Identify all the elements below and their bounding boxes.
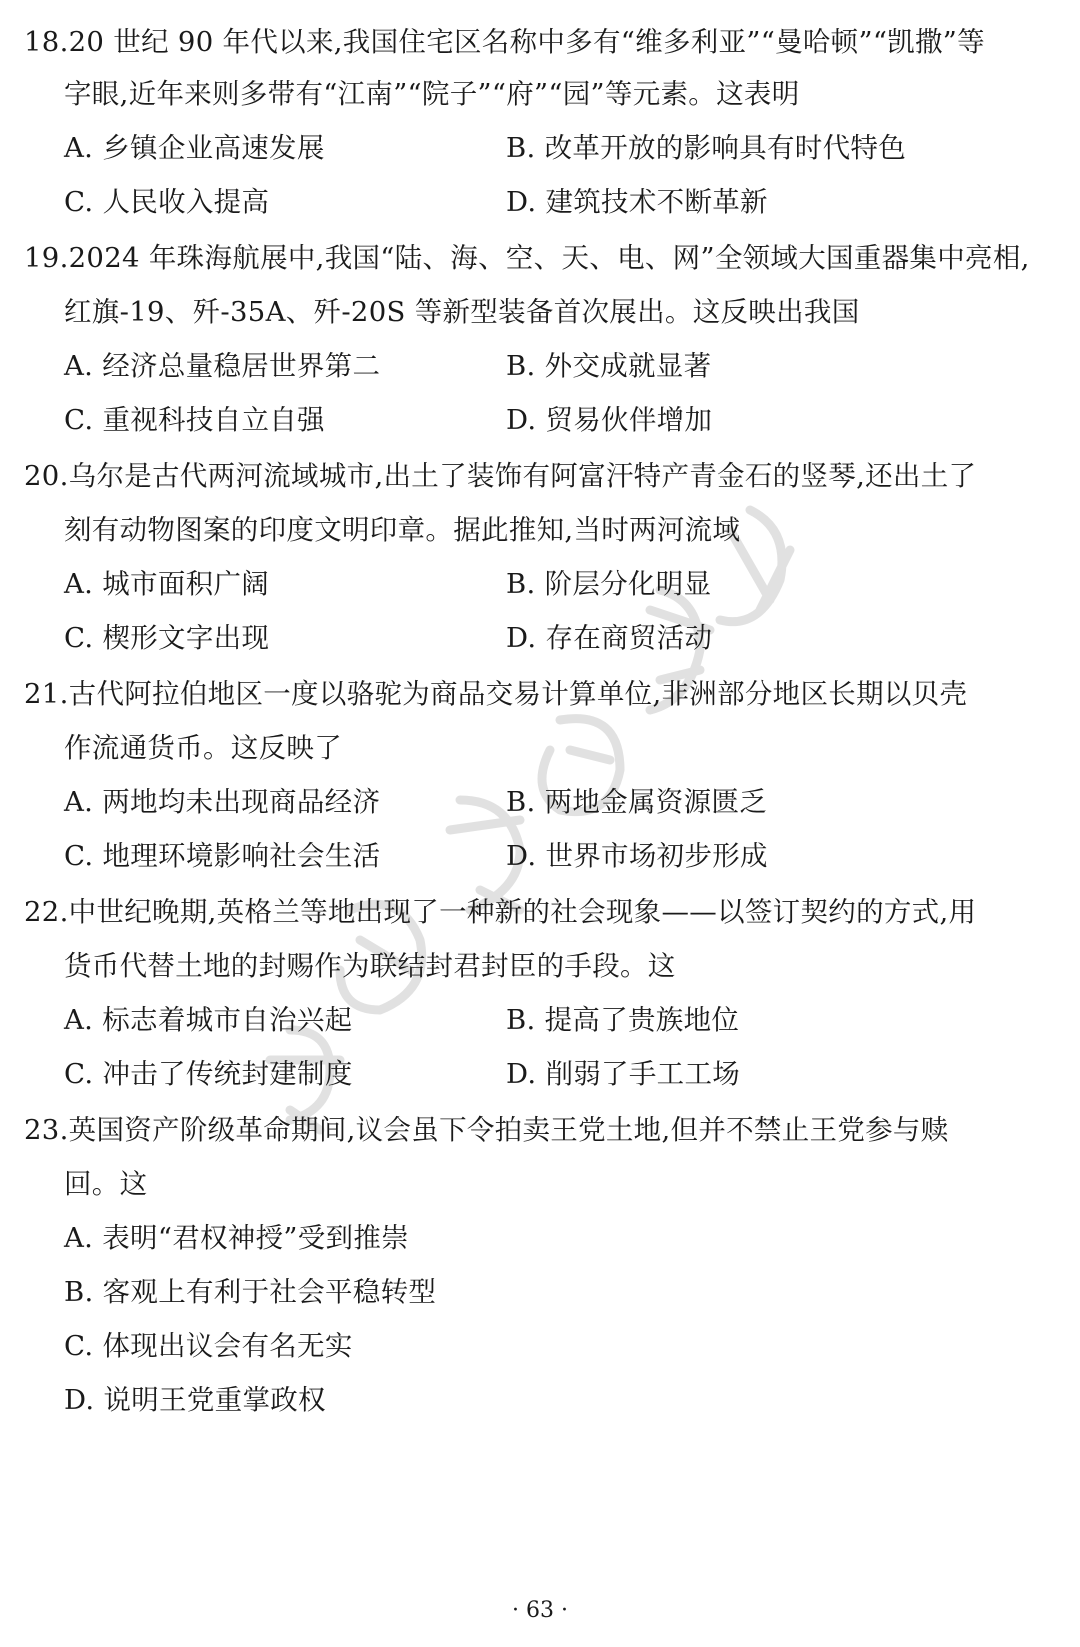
option-b[interactable]: B. 客观上有利于社会平稳转型	[64, 1276, 437, 1308]
option-a[interactable]: A. 城市面积广阔	[64, 568, 270, 600]
option-d[interactable]: D. 削弱了手工工场	[506, 1058, 741, 1090]
question-stem-line: 中世纪晚期,英格兰等地出现了一种新的社会现象——以签订契约的方式,用	[68, 896, 977, 928]
question-number: 22.	[24, 896, 69, 928]
question-stem-line: 20 世纪 90 年代以来,我国住宅区名称中多有“维多利亚”“曼哈顿”“凯撒”等	[68, 26, 985, 58]
question-stem-line: 2024 年珠海航展中,我国“陆、海、空、天、电、网”全领域大国重器集中亮相,	[68, 242, 1030, 274]
question-stem-line: 作流通货币。这反映了	[64, 732, 342, 764]
question-stem-line: 刻有动物图案的印度文明印章。据此推知,当时两河流域	[64, 514, 741, 546]
question-stem-line: 字眼,近年来则多带有“江南”“院子”“府”“园”等元素。这表明	[64, 78, 800, 110]
option-a[interactable]: A. 经济总量稳居世界第二	[64, 350, 381, 382]
question-number: 19.	[24, 242, 69, 274]
question-number: 23.	[24, 1114, 69, 1146]
option-c[interactable]: C. 重视科技自立自强	[64, 404, 325, 436]
option-b[interactable]: B. 提高了贵族地位	[506, 1004, 740, 1036]
option-b[interactable]: B. 两地金属资源匮乏	[506, 786, 767, 818]
option-c[interactable]: C. 冲击了传统封建制度	[64, 1058, 353, 1090]
option-c[interactable]: C. 地理环境影响社会生活	[64, 840, 381, 872]
option-c[interactable]: C. 人民收入提高	[64, 186, 270, 218]
option-a[interactable]: A. 表明“君权神授”受到推崇	[64, 1222, 409, 1254]
question-stem-line: 古代阿拉伯地区一度以骆驼为商品交易计算单位,非洲部分地区长期以贝壳	[68, 678, 968, 710]
option-b[interactable]: B. 阶层分化明显	[506, 568, 712, 600]
question-stem-line: 货币代替土地的封赐作为联结封君封臣的手段。这	[64, 950, 676, 982]
option-d[interactable]: D. 贸易伙伴增加	[506, 404, 713, 436]
question-stem-line: 回。这	[64, 1168, 148, 1200]
question-number: 20.	[24, 460, 69, 492]
option-b[interactable]: B. 外交成就显著	[506, 350, 712, 382]
page-number: · 63 ·	[512, 1598, 568, 1623]
question-number: 18.	[24, 26, 69, 58]
option-c[interactable]: C. 楔形文字出现	[64, 622, 270, 654]
option-a[interactable]: A. 两地均未出现商品经济	[64, 786, 381, 818]
option-d[interactable]: D. 存在商贸活动	[506, 622, 713, 654]
question-stem-line: 乌尔是古代两河流域城市,出土了装饰有阿富汗特产青金石的竖琴,还出土了	[68, 460, 977, 492]
question-stem-line: 红旗-19、歼-35A、歼-20S 等新型装备首次展出。这反映出我国	[64, 296, 860, 328]
option-d[interactable]: D. 说明王党重掌政权	[64, 1384, 326, 1416]
option-d[interactable]: D. 世界市场初步形成	[506, 840, 768, 872]
option-d[interactable]: D. 建筑技术不断革新	[506, 186, 768, 218]
question-stem-line: 英国资产阶级革命期间,议会虽下令拍卖王党土地,但并不禁止王党参与赎	[68, 1114, 949, 1146]
option-c[interactable]: C. 体现出议会有名无实	[64, 1330, 353, 1362]
option-a[interactable]: A. 标志着城市自治兴起	[64, 1004, 353, 1036]
question-number: 21.	[24, 678, 69, 710]
option-b[interactable]: B. 改革开放的影响具有时代特色	[506, 132, 906, 164]
option-a[interactable]: A. 乡镇企业高速发展	[64, 132, 325, 164]
